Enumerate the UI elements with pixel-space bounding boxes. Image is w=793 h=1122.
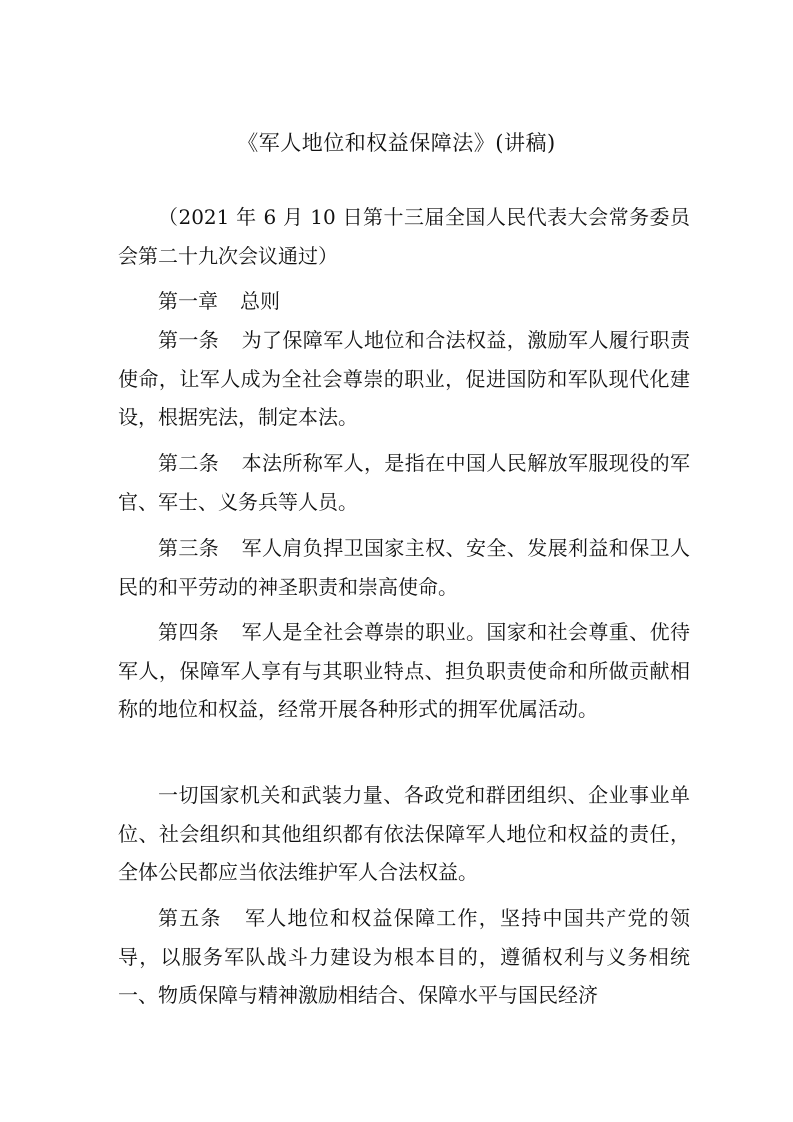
article-5 — [118, 899, 690, 1015]
article-text: 为了保障军人地位和合法权益，激励军人履行职责使命，让军人成为全社会尊崇的职业，促进国防和军队现代化建设，根据宪法，制定本法。 — [118, 328, 691, 429]
adoption-note: （2021 年 6 月 10 日第十三届全国人民代表大会常务委员会第二十九次会议通过） — [118, 205, 690, 268]
document-title: 《军人地位和权益保障法》(讲稿) — [237, 131, 556, 155]
article-text: 军人肩负捍卫国家主权、安全、发展利益和保卫人民的和平劳动的神圣职责和崇高使命。 — [118, 536, 691, 599]
article-label: 第四条 — [158, 620, 220, 644]
chapter-heading — [118, 282, 690, 321]
article-3 — [118, 529, 690, 606]
chapter-label: 第一章 — [158, 289, 218, 313]
paragraph-text: 一切国家机关和武装力量、各政党和群团组织、企业事业单位、社会组织和其他组织都有依法保障军人地位和权益的责任，全体公民都应当依法维护军人合法权益。 — [118, 783, 690, 884]
article-text: 本法所称军人，是指在中国人民解放军服现役的军官、军士、义务兵等人员。 — [118, 451, 691, 514]
article-4 — [118, 613, 690, 729]
article-label: 第三条 — [158, 536, 220, 560]
article-4-paragraph-2 — [118, 776, 690, 892]
article-text: 军人是全社会尊崇的职业。国家和社会尊重、优待军人，保障军人享有与其职业特点、担负职责使命和所做贡献相称的地位和权益，经常开展各种形式的拥军优属活动。 — [118, 620, 691, 721]
chapter-name: 总则 — [240, 289, 280, 313]
article-label: 第一条 — [158, 328, 220, 352]
article-2 — [118, 444, 690, 521]
article-text: 军人地位和权益保障工作，坚持中国共产党的领导，以服务军队战斗力建设为根本目的，遵循权利与义务相统一、物质保障与精神激励相结合、保障水平与国民经济 — [118, 906, 690, 1007]
article-label: 第五条 — [158, 906, 222, 930]
article-label: 第二条 — [158, 451, 220, 475]
article-1 — [118, 321, 690, 437]
